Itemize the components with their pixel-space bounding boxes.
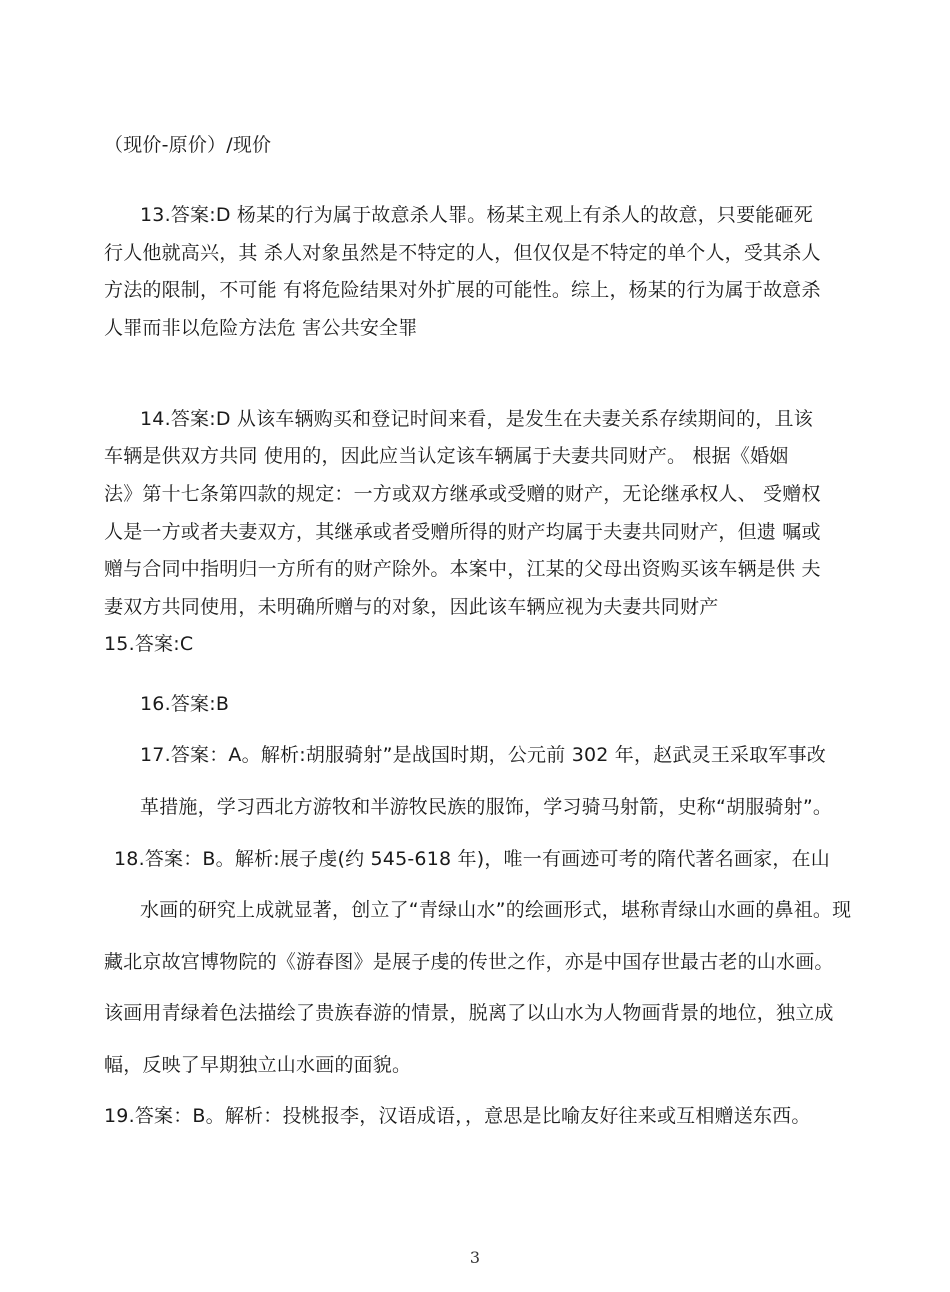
answer-17-line-2: 18.答案：B。解析:展子虔(约 545-618 年)，唯一有画迹可考的隋代著名画家，在山 <box>114 848 830 870</box>
answer-14-line-1: 14.答案:D 从该车辆购买和登记时间来看，是发生在夫妻关系存续期间的，且该 <box>140 408 813 430</box>
page-number: 3 <box>469 1248 481 1267</box>
answer-17-line-1: 革措施，学习西北方游牧和半游牧民族的服饰，学习骑马射箭，史称“胡服骑射”。 <box>140 796 833 818</box>
answer-13-line-3: 方法的限制，不可能 有将危险结果对外扩展的可能性。综上，杨某的行为属于故意杀 <box>104 279 821 301</box>
answer-18-line-2: 藏北京故宫博物院的《游春图》是展子虔的传世之作，亦是中国存世最古老的山水画。 <box>104 951 834 973</box>
answer-14-line-6: 妻双方共同使用，未明确所赠与的对象，因此该车辆应视为夫妻共同财产 <box>104 596 719 618</box>
answer-18-line-1: 水画的研究上成就显著，创立了“青绿山水”的绘画形式，堪称青绿山水画的鼻祖。现 <box>140 899 852 921</box>
answer-14-line-3: 法》第十七条第四款的规定：一方或双方继承或受赠的财产，无论继承权人、 受赠权 <box>104 483 821 505</box>
answer-14-line-5: 赠与合同中指明归一方所有的财产除外。本案中，江某的父母出资购买该车辆是供 夫 <box>104 558 821 580</box>
answer-18-line-3: 该画用青绿着色法描绘了贵族春游的情景，脱离了以山水为人物画背景的地位，独立成 <box>104 1002 834 1024</box>
answer-13-line-1: 13.答案:D 杨某的行为属于故意杀人罪。杨某主观上有杀人的故意，只要能砸死 <box>140 204 813 226</box>
answer-14-line-2: 车辆是供双方共同 使用的，因此应当认定该车辆属于夫妻共同财产。 根据《婚姻 <box>104 445 789 467</box>
answer-13-line-2: 行人他就高兴，其 杀人对象虽然是不特定的人，但仅仅是不特定的单个人，受其杀人 <box>104 242 821 264</box>
text-line: （现价-原价）/现价 <box>104 134 272 156</box>
answer-13-line-4: 人罪而非以危险方法危 害公共安全罪 <box>104 317 418 339</box>
answer-16: 17.答案：A。解析:胡服骑射”是战国时期，公元前 302 年，赵武灵王采取军事改 <box>140 744 827 766</box>
answer-15: 16.答案:B <box>140 693 230 715</box>
answer-14-line-7: 15.答案:C <box>104 633 194 655</box>
answer-18-line-5: 19.答案：B。解析：投桃报李，汉语成语，，意思是比喻友好往来或互相赠送东西。 <box>104 1105 811 1127</box>
answer-18-line-4: 幅，反映了早期独立山水画的面貌。 <box>104 1054 412 1076</box>
answer-14-line-4: 人是一方或者夫妻双方，其继承或者受赠所得的财产均属于夫妻共同财产，但遗 嘱或 <box>104 521 821 543</box>
